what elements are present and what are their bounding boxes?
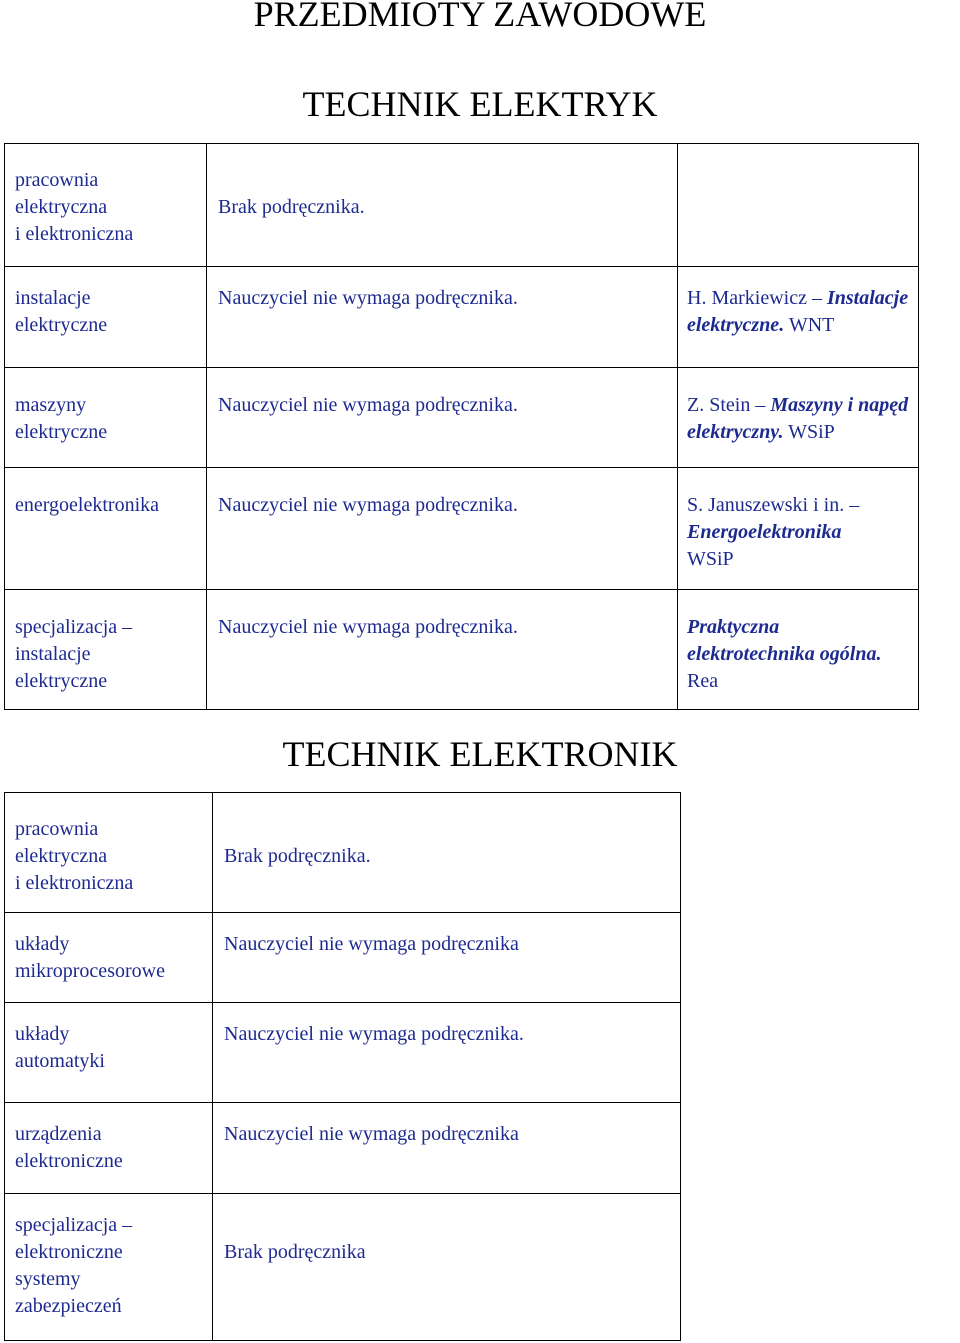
note-cell: Nauczyciel nie wymaga podręcznika.	[207, 267, 678, 368]
note-cell: Nauczyciel nie wymaga podręcznika.	[207, 368, 678, 468]
table-row	[5, 468, 919, 590]
book-cell	[678, 144, 919, 267]
subject-cell: instalacje elektryczne	[5, 267, 207, 368]
table-elektryk	[4, 143, 919, 710]
table-row	[5, 1103, 681, 1194]
note-cell: Brak podręcznika	[213, 1194, 681, 1341]
note-cell: Nauczyciel nie wymaga podręcznika	[213, 1103, 681, 1194]
book-cell: S. Januszewski i in. – Energoelektronika WSiP	[678, 468, 919, 590]
table-row	[5, 590, 919, 710]
table-elektronik	[4, 792, 681, 1341]
subject-cell: specjalizacja – instalacje elektryczne	[5, 590, 207, 710]
book-cell: Z. Stein – Maszyny i napęd elektryczny. WSiP	[678, 368, 919, 468]
table-row	[5, 793, 681, 913]
note-cell: Brak podręcznika.	[213, 793, 681, 913]
page-title: PRZEDMIOTY ZAWODOWE	[253, 0, 707, 34]
table-row	[5, 1194, 681, 1341]
table-row	[5, 267, 919, 368]
note-cell: Nauczyciel nie wymaga podręcznika.	[207, 468, 678, 590]
section-title-elektronik: TECHNIK ELEKTRONIK	[282, 734, 678, 774]
subject-cell: układy automatyki	[5, 1003, 213, 1103]
table-row	[5, 368, 919, 468]
subject-cell: energoelektronika	[5, 468, 207, 590]
subject-cell: maszyny elektryczne	[5, 368, 207, 468]
note-cell: Brak podręcznika.	[207, 144, 678, 267]
note-cell: Nauczyciel nie wymaga podręcznika	[213, 913, 681, 1003]
note-cell: Nauczyciel nie wymaga podręcznika.	[207, 590, 678, 710]
book-cell: Praktyczna elektrotechnika ogólna. Rea	[678, 590, 919, 710]
subject-cell: układy mikroprocesorowe	[5, 913, 213, 1003]
table-row	[5, 913, 681, 1003]
section-title-elektryk: TECHNIK ELEKTRYK	[302, 84, 658, 124]
subject-cell: specjalizacja – elektroniczne systemy zabezpieczeń	[5, 1194, 213, 1341]
subject-cell: pracownia elektryczna i elektroniczna	[5, 793, 213, 913]
subject-cell: pracownia elektryczna i elektroniczna	[5, 144, 207, 267]
book-cell: H. Markiewicz – Instalacje elektryczne. WNT	[678, 267, 919, 368]
note-cell: Nauczyciel nie wymaga podręcznika.	[213, 1003, 681, 1103]
subject-cell: urządzenia elektroniczne	[5, 1103, 213, 1194]
table-row	[5, 144, 919, 267]
table-row	[5, 1003, 681, 1103]
